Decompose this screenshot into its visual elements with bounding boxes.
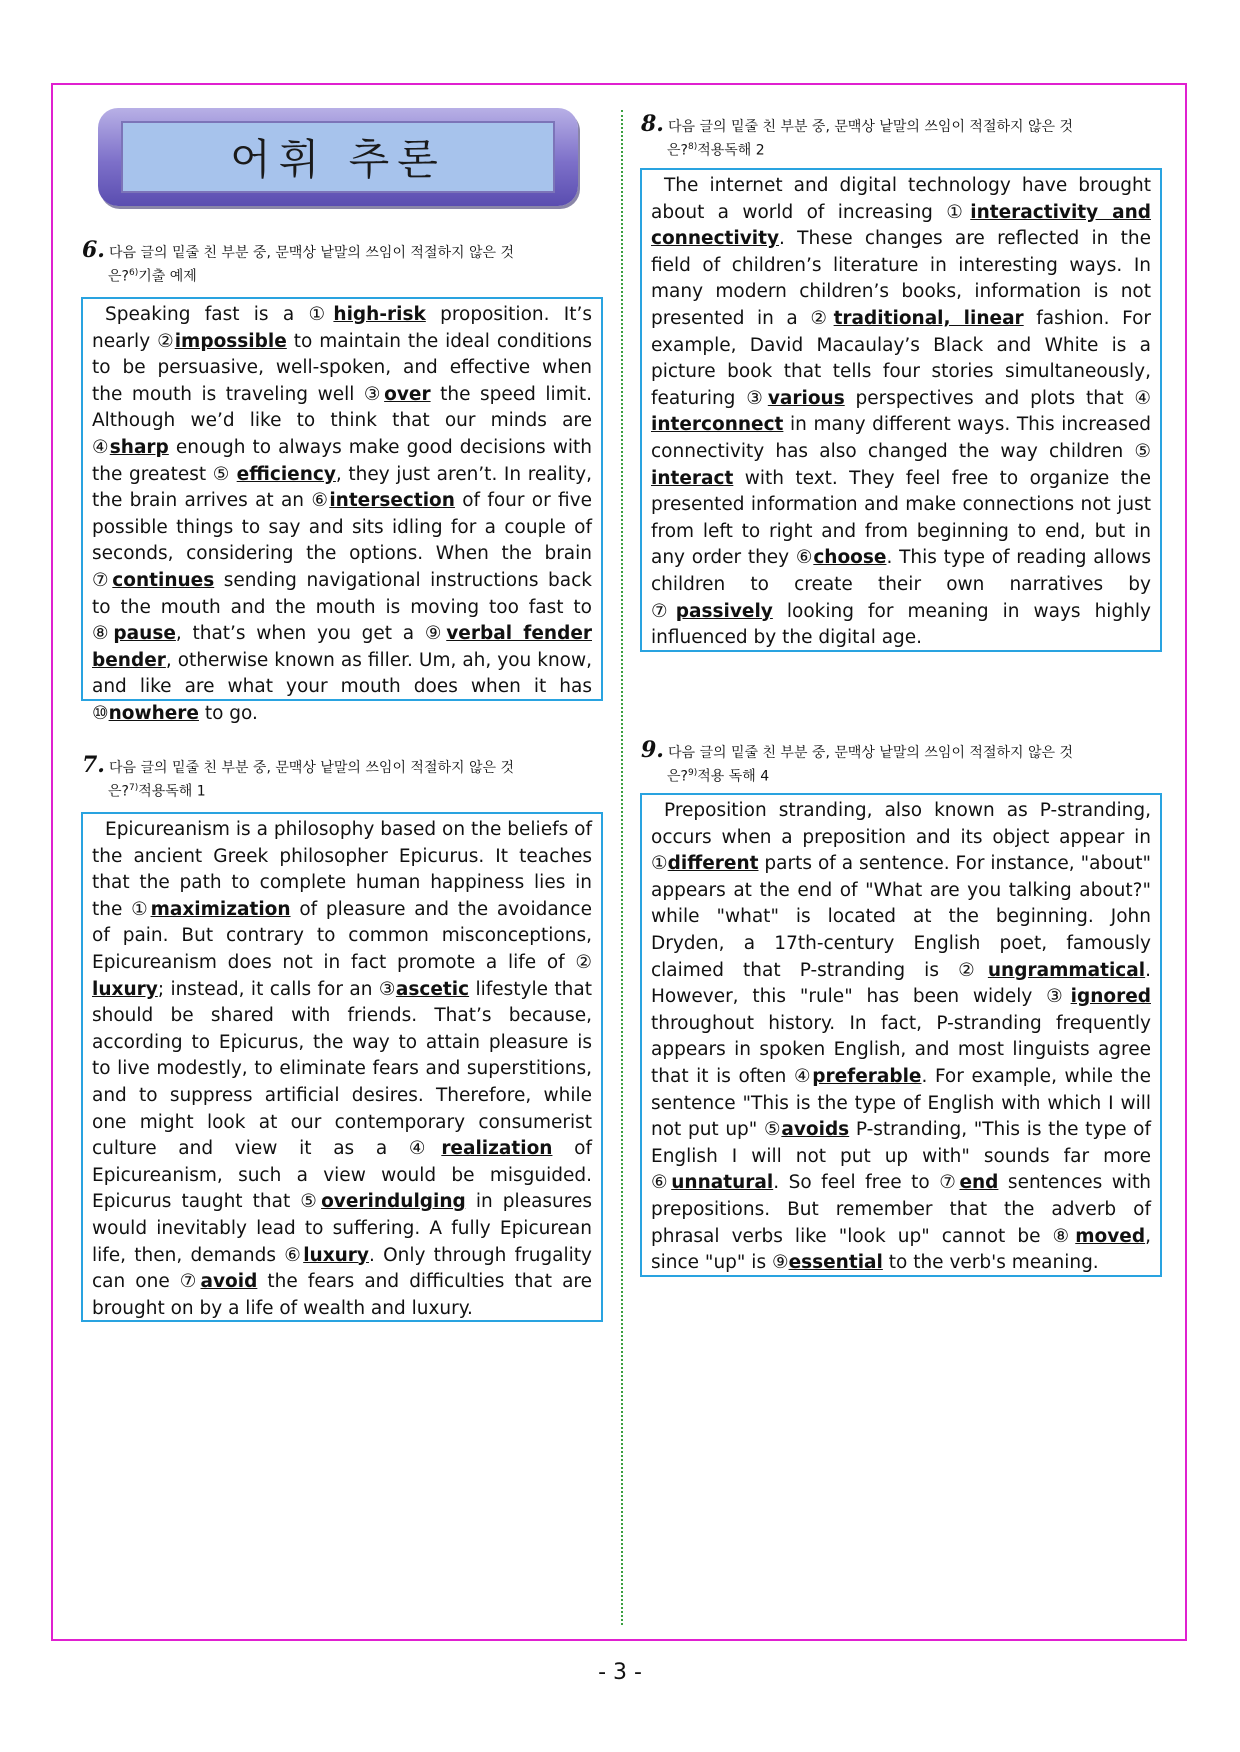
column-divider — [621, 110, 623, 1625]
passage-text: . However, this "rule" has been widely ③ — [651, 959, 1151, 1008]
underlined-word: preferable — [812, 1065, 922, 1087]
underlined-word: nowhere — [108, 702, 199, 724]
underlined-word: interactivity and connectivity — [651, 201, 1151, 250]
question-8-instruction-end: 은? — [667, 142, 688, 159]
question-8-source: 적용독해 2 — [697, 142, 765, 159]
passage-text: , they just aren’t. In reality, the brain arrives at an ⑥ — [92, 463, 592, 512]
underlined-word: verbal fender bender — [92, 623, 592, 671]
question-6-source: 기출 예제 — [138, 268, 197, 285]
underlined-word: end — [959, 1172, 999, 1194]
question-7-source: 적용독해 1 — [138, 783, 206, 800]
underlined-word: ascetic — [395, 978, 470, 1000]
passage-text: parts of a sentence. For instance, "about" appears at the end of "What are you talking about?" while "what" is located at the beginning. John Dryden, a 17th-century English poet, famously claimed that P-stranding is ② — [651, 853, 1151, 981]
question-6-instruction: 다음 글의 밑줄 친 부분 중, 문맥상 낱말의 쓰임이 적절하지 않은 것 — [108, 245, 514, 261]
passage-text: Preposition stranding, also known as P-stranding, occurs when a preposition and its object appear in ① — [651, 800, 1151, 875]
underlined-word: pause — [113, 623, 176, 645]
question-6-footnote: 6) — [128, 268, 139, 278]
underlined-word: various — [767, 387, 845, 409]
question-8-passage-box — [640, 168, 1162, 652]
question-9-passage — [651, 798, 1151, 1277]
underlined-word: avoid — [200, 1271, 258, 1293]
underlined-word: luxury — [92, 978, 158, 1000]
passage-text: of pleasure and the avoidance of pain. But contrary to common misconceptions, Epicureanism does not in fact promote a life of ② — [92, 898, 592, 973]
question-9-instruction-end: 은? — [667, 768, 688, 785]
underlined-word: unnatural — [671, 1172, 774, 1194]
underlined-word: ignored — [1070, 986, 1151, 1008]
passage-text: throughout history. In fact, P-stranding frequently appears in spoken English, and most linguists agree that it is often ④ — [651, 1012, 1151, 1087]
passage-text: of Epicureanism, such a view would be misguided. Epicurus taught that ⑤ — [92, 1138, 592, 1213]
page-number: - 3 - — [598, 1660, 642, 1685]
underlined-word: intersection — [329, 490, 455, 512]
question-7-footnote: 7) — [128, 783, 139, 793]
passage-text: in pleasures would inevitably lead to suffering. A fully Epicurean life, then, demands ⑥ — [92, 1191, 592, 1266]
underlined-word: high-risk — [333, 304, 426, 325]
passage-text: Epicureanism is a philosophy based on the beliefs of the ancient Greek philosopher Epicurus. It teaches that the path to complete human happiness lies in the ① — [92, 819, 592, 920]
underlined-word: maximization — [150, 898, 291, 920]
question-7-passage-box — [81, 812, 603, 1322]
question-8-passage — [651, 173, 1151, 652]
passage-text: to the verb's meaning. — [882, 1252, 1099, 1274]
underlined-word: overindulging — [321, 1191, 466, 1213]
question-7-header — [82, 752, 604, 802]
question-6-passage-box — [81, 297, 603, 724]
underlined-word: essential — [788, 1252, 883, 1274]
passage-text: ; instead, it calls for an ③ — [157, 978, 396, 1000]
passage-text: looking for meaning in ways highly influenced by the digital age. — [651, 600, 1152, 649]
passage-text: sending navigational instructions back to the mouth and the mouth is moving too fast to ⑧ — [92, 569, 593, 645]
passage-text: . Only through frugality can one ⑦ — [92, 1244, 592, 1293]
question-9-passage-box — [640, 793, 1162, 1277]
passage-text: to maintain the ideal conditions to be persuasive, well-spoken, and effective when the mouth is traveling well ③ — [92, 330, 592, 405]
passage-text: to go. — [198, 702, 258, 724]
passage-text: enough to always make good decisions with the greatest ⑤ — [92, 436, 592, 485]
underlined-word: impossible — [174, 330, 287, 352]
section-title: 어휘 추론 — [230, 135, 446, 184]
passage-text: the speed limit. Although we’d like to think that our minds are ④ — [92, 383, 592, 458]
underlined-word: over — [384, 383, 431, 405]
passage-text: fashion. For example, David Macaulay’s Black and White is a picture book that tells four stories simultaneously, featuring ③ — [651, 307, 1151, 409]
passage-text: perspectives and plots that ④ — [844, 387, 1152, 409]
passage-text: , since "up" is ⑨ — [651, 1225, 1151, 1274]
question-7-instruction: 다음 글의 밑줄 친 부분 중, 문맥상 낱말의 쓰임이 적절하지 않은 것 — [108, 760, 514, 776]
underlined-word: continues — [112, 569, 215, 591]
passage-text: , that’s when you get a ⑨ — [175, 623, 447, 645]
passage-text: . So feel free to ⑦ — [773, 1172, 960, 1194]
underlined-word: moved — [1075, 1225, 1146, 1247]
question-9-header — [641, 737, 1163, 787]
passage-text: . These changes are reflected in the field of children’s literature in interesting ways. In many modern children’s books, information is not presented in a ② — [651, 228, 1151, 329]
question-8-number: 8. — [641, 111, 664, 137]
passage-text: Speaking fast is a ① — [105, 304, 334, 325]
underlined-word: interconnect — [651, 414, 784, 436]
passage-text: in many different ways. This increased connectivity has also changed the way children ⑤ — [651, 414, 1151, 462]
underlined-word: ungrammatical — [987, 959, 1146, 981]
question-6-number: 6. — [82, 237, 105, 263]
passage-text: . For example, while the sentence "This is the type of English with which I will not put up" ⑤ — [651, 1065, 1151, 1141]
question-8-footnote: 8) — [687, 142, 698, 152]
question-6-instruction-end: 은? — [108, 268, 129, 285]
question-9-source: 적용 독해 4 — [697, 768, 770, 785]
question-6-header — [82, 237, 604, 287]
question-9-footnote: 9) — [687, 768, 698, 778]
question-9-number: 9. — [641, 737, 664, 763]
underlined-word: realization — [441, 1138, 553, 1160]
passage-text: the fears and difficulties that are brought on by a life of wealth and luxury. — [92, 1271, 592, 1319]
passage-text: P-stranding, "This is the type of English I will not put up with" sounds far more ⑥ — [651, 1119, 1151, 1194]
passage-text: sentences with prepositions. But remember that the adverb of phrasal verbs like "look up" cannot be ⑧ — [651, 1172, 1151, 1247]
question-7-passage — [92, 817, 592, 1322]
passage-text: lifestyle that should be shared with friends. That’s because, according to Epicurus, the way to attain pleasure is to live modestly, to eliminate fears and superstitions, and to suppress artificial desires. Therefore, while one might look at our contemporary consumerist culture and view it as a ④ — [92, 978, 592, 1160]
passage-text: , otherwise known as filler. Um, ah, you know, and like are what your mouth does when it has ⑩ — [92, 649, 592, 724]
underlined-word: choose — [813, 547, 887, 569]
passage-text: with text. They feel free to organize the presented information and make connections not just from left to right and from beginning to end, but in any order they ⑥ — [651, 467, 1151, 569]
question-9-instruction: 다음 글의 밑줄 친 부분 중, 문맥상 낱말의 쓰임이 적절하지 않은 것 — [667, 745, 1073, 761]
passage-text: . This type of reading allows children to create their own narratives by ⑦ — [651, 547, 1151, 622]
passage-text: of four or five possible things to say and sits idling for a couple of seconds, considering the options. When the brain ⑦ — [92, 490, 592, 591]
question-8-header — [641, 111, 1163, 161]
underlined-word: different — [667, 853, 759, 875]
underlined-word: avoids — [781, 1119, 850, 1141]
underlined-word: interact — [651, 467, 734, 489]
question-7-instruction-end: 은? — [108, 783, 129, 800]
underlined-word: sharp — [109, 436, 169, 458]
question-7-number: 7. — [82, 752, 105, 778]
question-6-passage — [92, 302, 592, 728]
question-8-instruction: 다음 글의 밑줄 친 부분 중, 문맥상 낱말의 쓰임이 적절하지 않은 것 — [667, 119, 1073, 135]
passage-text: The internet and digital technology have brought about a world of increasing ① — [651, 175, 1151, 223]
title-panel — [121, 121, 555, 193]
passage-text: proposition. It’s nearly ② — [92, 304, 592, 352]
underlined-word: efficiency — [236, 463, 336, 485]
underlined-word: traditional, linear — [833, 307, 1024, 329]
underlined-word: passively — [675, 600, 773, 622]
underlined-word: luxury — [303, 1244, 369, 1266]
